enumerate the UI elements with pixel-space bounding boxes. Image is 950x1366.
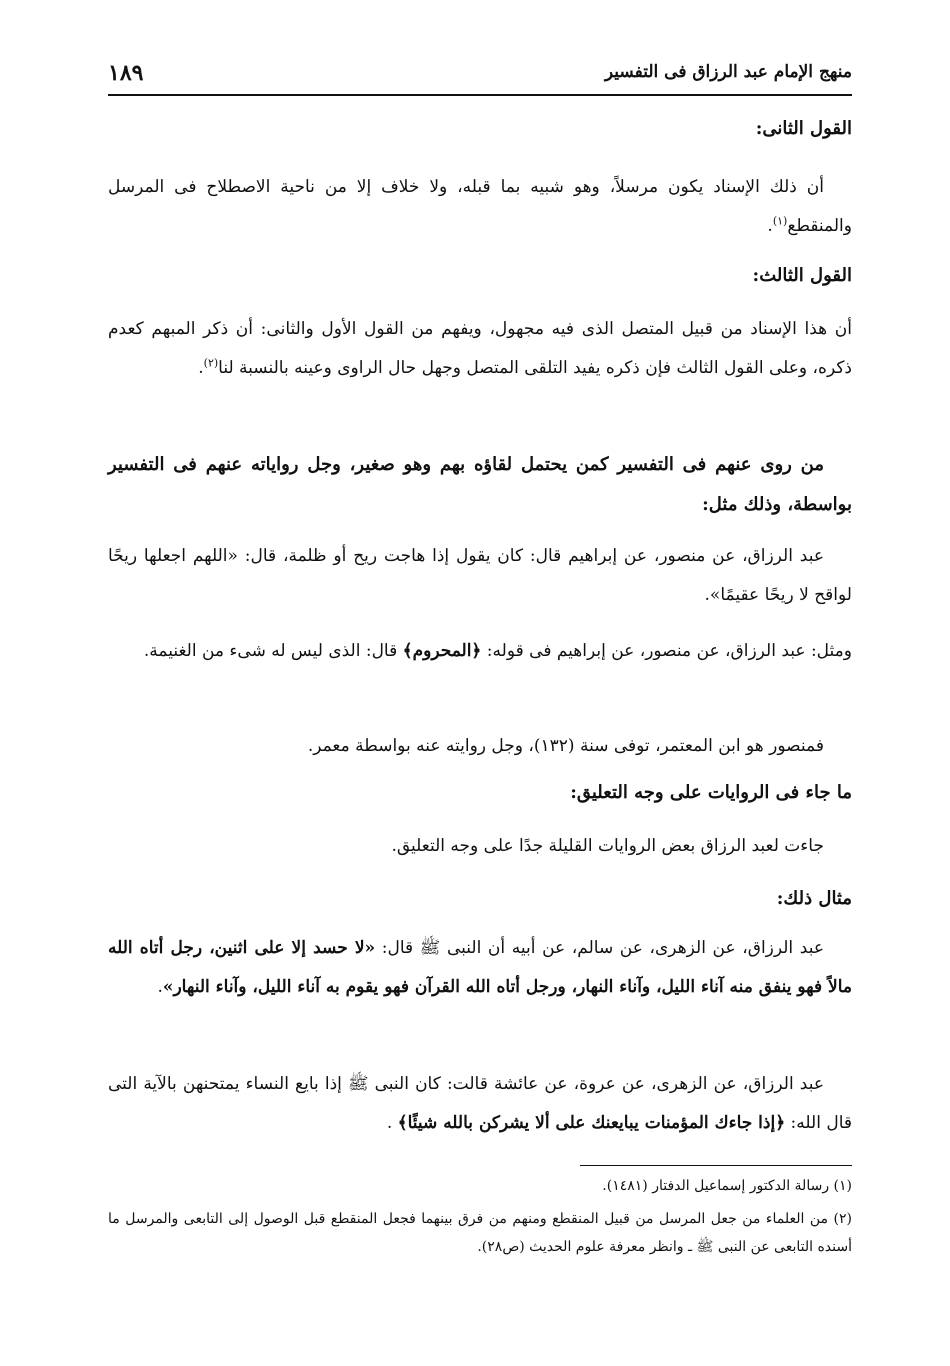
paragraph-third-opinion <box>108 310 852 388</box>
sentence-end: . <box>386 1113 398 1133</box>
paragraph-example-3 <box>108 929 852 1007</box>
paragraph-text: عبد الرزاق، عن الزهرى، عن عروة، عن عائشة قالت: كان النبى ﷺ إذا بايع النساء يمتحنهن بالآية التى قال الله: <box>108 1074 852 1133</box>
paragraph-example-2 <box>108 632 852 671</box>
footnote-2: (٢) من العلماء من جعل المرسل من قبيل المنقطع ومنهم من فرق بينهما فجعل المنقطع قبل الوصول إلى التابعى والمرسل ما أسنده التابعى عن النبى ﷺ ـ وانظر معرفة علوم الحديث (ص٢٨). <box>108 1211 852 1255</box>
quran-quote: ﴿المحروم﴾ <box>402 641 482 661</box>
paragraph-example-4 <box>108 1065 852 1143</box>
hadith-quote: «لا حسد إلا على اثنين، رجل أتاه الله مالاً فهو ينفق منه آناء الليل، وآناء النهار، ورجل أتاه الله القرآن فهو يقوم به آناء الليل، وآناء النهار» <box>108 938 852 997</box>
paragraph-text: أن ذلك الإسناد يكون مرسلاً، وهو شبيه بما قبله، ولا خلاف إلا من ناحية الاصطلاح فى المرسل والمنقطع <box>108 177 852 236</box>
footnote-1: (١) رسالة الدكتور إسماعيل الدفتار (١٤٨١). <box>602 1178 852 1194</box>
section-heading-example: مثال ذلك: <box>776 888 852 909</box>
footnote-ref-1: (١) <box>772 214 788 228</box>
paragraph-mansur-note: فمنصور هو ابن المعتمر، توفى سنة (١٣٢)، وجل روايته عنه بواسطة معمر. <box>307 736 824 756</box>
paragraph-second-opinion <box>108 168 852 246</box>
paragraph-text: أن هذا الإسناد من قبيل المتصل الذى فيه مجهول، ويفهم من القول الأول والثانى: أن ذكر المبهم كعدم ذكره، وعلى القول الثالث فإن ذكره يفيد التلقى المتصل وجهل حال الراوى وعينه بالنسبة لنا <box>108 319 852 378</box>
sentence-end: . <box>157 977 163 997</box>
paragraph-text: ومثل: عبد الرزاق، عن منصور، عن إبراهيم فى قوله: <box>481 641 852 661</box>
page-number: ١٨٩ <box>108 60 144 86</box>
sentence-end: . <box>767 216 773 236</box>
footnote-ref-2: (٢) <box>203 356 219 370</box>
book-page <box>108 60 852 1300</box>
quran-quote: ﴿إذا جاءك المؤمنات يبايعنك على ألا يشركن بالله شيئًا﴾ <box>397 1113 786 1133</box>
section-heading-second-opinion: القول الثانى: <box>755 118 852 139</box>
paragraph-example-1: عبد الرزاق، عن منصور، عن إبراهيم قال: كان يقول إذا هاجت ريح أو ظلمة، قال: «اللهم اجعلها ريحًا لواقح لا ريحًا عقيمًا». <box>108 546 852 605</box>
page-header <box>108 60 852 96</box>
section-heading-third-opinion: القول الثالث: <box>752 265 852 286</box>
running-title: منهج الإمام عبد الرزاق فى التفسير <box>604 62 852 82</box>
sentence-end: . <box>198 358 204 378</box>
paragraph-text: عبد الرزاق، عن الزهرى، عن سالم، عن أبيه أن النبى ﷺ قال: <box>375 938 824 958</box>
footnote-separator <box>580 1165 852 1166</box>
paragraph-taliq: جاءت لعبد الرزاق بعض الروايات القليلة جدًا على وجه التعليق. <box>391 836 824 856</box>
bold-section-heading: من روى عنهم فى التفسير كمن يحتمل لقاؤه بهم وهو صغير، وجل رواياته عنهم فى التفسير بواسطة، وذلك مثل: <box>108 454 852 515</box>
paragraph-text: قال: الذى ليس له شىء من الغنيمة. <box>143 641 403 661</box>
section-heading-taliq: ما جاء فى الروايات على وجه التعليق: <box>570 782 852 803</box>
